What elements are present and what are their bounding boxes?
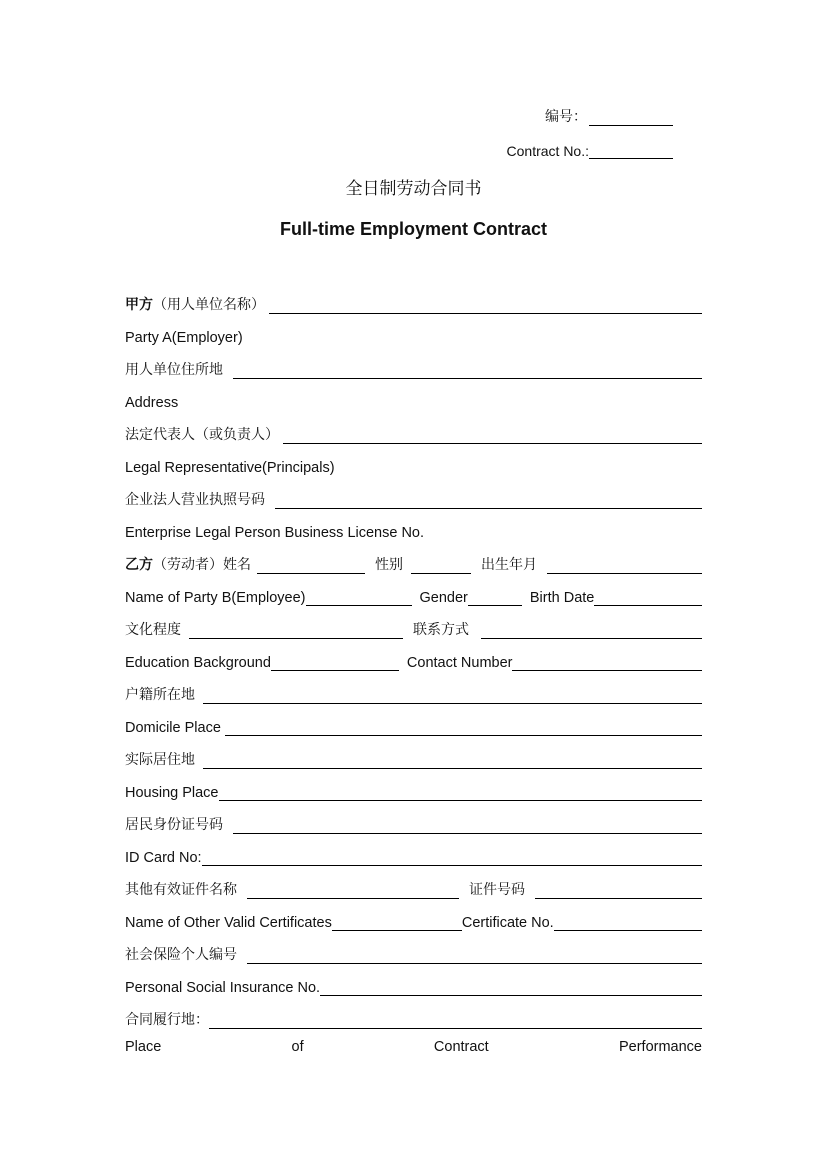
place-en-row (125, 1033, 702, 1059)
other-cert-en-field[interactable] (332, 916, 462, 931)
contact-cn-label: 联系方式 (413, 621, 469, 638)
party-a-name-label: （用人单位名称） (153, 296, 265, 313)
housing-en-row (125, 773, 702, 806)
party-b-row (125, 545, 702, 578)
cert-no-cn-label: 证件号码 (469, 881, 525, 898)
party-b-name-field[interactable] (257, 559, 365, 574)
license-field[interactable] (275, 494, 702, 509)
id-en-label: ID Card No: (125, 850, 202, 866)
address-cn-label: 用人单位住所地 (125, 361, 223, 378)
place-cn-label: 合同履行地： (125, 1011, 209, 1028)
title-chinese: 全日制劳动合同书 (345, 179, 482, 199)
social-row (125, 935, 702, 968)
other-cert-en-row (125, 903, 702, 936)
party-a-en-row (125, 318, 702, 351)
education-cn-label: 文化程度 (125, 621, 181, 638)
place-en-word: Contract (433, 1038, 489, 1055)
party-b-name-label: （劳动者）姓名 (153, 556, 251, 573)
gender-en-label: Gender (419, 590, 468, 606)
id-cn-label: 居民身份证号码 (125, 816, 223, 833)
contract-form (125, 285, 702, 1059)
legal-rep-cn-label: 法定代表人（或负责人） (125, 426, 279, 443)
social-en-label: Personal Social Insurance No. (125, 980, 321, 996)
domicile-en-label: Domicile Place (125, 720, 221, 736)
domicile-row (125, 675, 702, 708)
education-cn-field[interactable] (189, 624, 403, 639)
contact-en-label: Contact Number (406, 655, 513, 671)
birth-cn-field[interactable] (547, 559, 702, 574)
domicile-en-row (125, 708, 702, 741)
cert-no-en-label: Certificate No. (461, 915, 554, 931)
housing-row (125, 740, 702, 773)
social-en-row (125, 968, 702, 1001)
place-cn-field[interactable] (209, 1014, 702, 1029)
party-b-name-en-field[interactable] (306, 591, 412, 606)
id-en-row (125, 838, 702, 871)
contract-number-cn-blank[interactable] (589, 111, 673, 126)
birth-cn-label: 出生年月 (481, 556, 537, 573)
address-row (125, 350, 702, 383)
contract-number-en (507, 139, 673, 159)
housing-en-label: Housing Place (125, 785, 219, 801)
license-cn-label: 企业法人营业执照号码 (125, 491, 265, 508)
other-cert-en-label: Name of Other Valid Certificates (125, 915, 332, 931)
housing-cn-field[interactable] (203, 754, 702, 769)
address-field[interactable] (233, 364, 702, 379)
domicile-cn-label: 户籍所在地 (125, 686, 195, 703)
domicile-cn-field[interactable] (203, 689, 702, 704)
party-a-label: 甲方 (125, 296, 153, 313)
cert-no-cn-field[interactable] (535, 884, 702, 899)
legal-rep-en-row (125, 448, 702, 481)
domicile-en-field[interactable] (225, 721, 702, 736)
cert-no-en-field[interactable] (554, 916, 702, 931)
place-row (125, 1000, 702, 1033)
contact-en-field[interactable] (512, 656, 702, 671)
contract-number-cn (545, 106, 673, 126)
social-cn-label: 社会保险个人编号 (125, 946, 237, 963)
license-row (125, 480, 702, 513)
education-en-label: Education Background (125, 655, 271, 671)
gender-cn-label: 性别 (375, 556, 403, 573)
birth-en-label: Birth Date (529, 590, 595, 606)
license-en-label: Enterprise Legal Person Business License No. (125, 525, 425, 541)
title-english: Full-time Employment Contract (279, 219, 548, 239)
housing-en-field[interactable] (219, 786, 703, 801)
birth-en-field[interactable] (594, 591, 702, 606)
housing-cn-label: 实际居住地 (125, 751, 195, 768)
other-cert-row (125, 870, 702, 903)
legal-rep-field[interactable] (283, 429, 702, 444)
party-b-label: 乙方 (125, 556, 153, 573)
other-cert-cn-field[interactable] (247, 884, 459, 899)
place-en-word: Performance (618, 1038, 702, 1055)
place-en-word: Place (125, 1038, 162, 1055)
contract-number-en-blank[interactable] (589, 144, 673, 159)
license-en-row (125, 513, 702, 546)
contract-number-cn-label: 编号： (545, 109, 587, 125)
contact-cn-field[interactable] (481, 624, 702, 639)
party-a-name-field[interactable] (269, 299, 702, 314)
party-b-name-en-label: Name of Party B(Employee) (125, 590, 306, 606)
id-cn-field[interactable] (233, 819, 702, 834)
education-row (125, 610, 702, 643)
address-en-row (125, 383, 702, 416)
legal-rep-row (125, 415, 702, 448)
education-en-row (125, 643, 702, 676)
contract-number-en-label: Contract No.: (506, 143, 589, 159)
id-en-field[interactable] (202, 851, 702, 866)
social-en-field[interactable] (320, 981, 702, 996)
gender-cn-field[interactable] (411, 559, 471, 574)
education-en-field[interactable] (271, 656, 399, 671)
other-cert-cn-label: 其他有效证件名称 (125, 881, 237, 898)
party-a-en-label: Party A(Employer) (125, 330, 243, 346)
legal-rep-en-label: Legal Representative(Principals) (125, 460, 335, 476)
place-en-word: of (291, 1038, 304, 1055)
party-a-name-row (125, 285, 702, 318)
address-en-label: Address (125, 395, 179, 411)
id-row (125, 805, 702, 838)
gender-en-field[interactable] (468, 591, 522, 606)
social-cn-field[interactable] (247, 949, 702, 964)
party-b-en-row (125, 578, 702, 611)
